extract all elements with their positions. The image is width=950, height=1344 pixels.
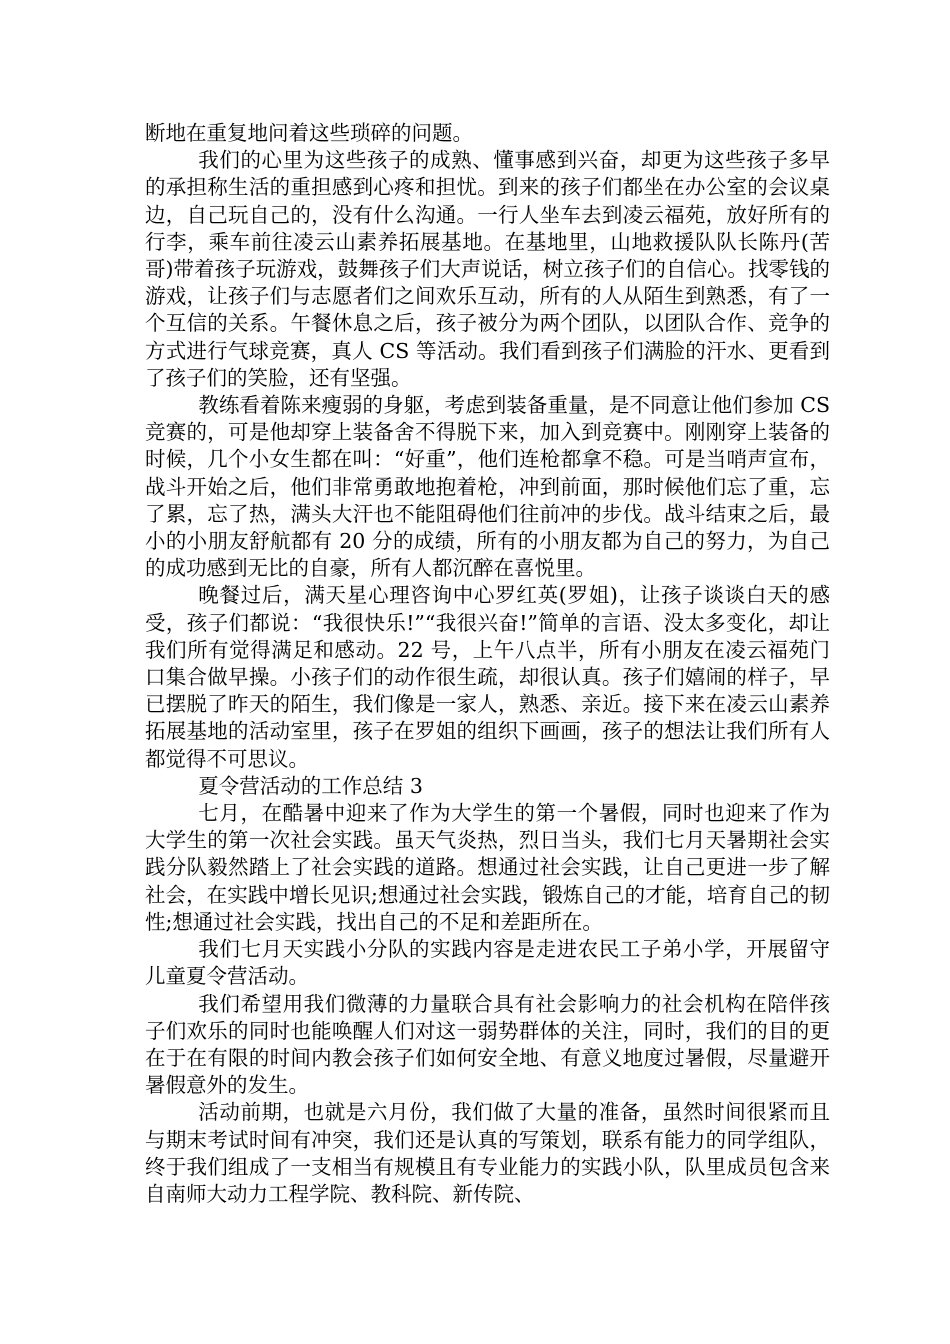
paragraph-evening-reflection: 晚餐过后，满天星心理咨询中心罗红英(罗姐)，让孩子谈谈白天的感受，孩子们都说：“我很快乐!”“我很兴奋!”简单的言语、没太多变化，却让我们所有觉得满足和感动。22 号，上午八点半，所有小朋友在凌云福苑门口集合做早操。小孩子们的动作很生疏，却很认真。孩子们嬉闹的样子，早已摆脱了昨天的陌生，我们像是一家人，熟悉、亲近。接下来在凌云山素养拓展基地的活动室里，孩子在罗姐的组织下画画，孩子的想法让我们所有人都觉得不可思议。 [145,583,830,771]
paragraph-continuation: 断地在重复地问着这些琐碎的问题。 [145,121,473,145]
section-heading: 夏令营活动的工作总结 3 [198,773,423,798]
paragraph-preparation: 活动前期，也就是六月份，我们做了大量的准备，虽然时间很紧而且与期末考试时间有冲突，我们还是认真的写策划，联系有能力的同学组队，终于我们组成了一支相当有规模且有专业能力的实践小队，队里成员包含来自南师大动力工程学院、教科院、新传院、 [145,1100,830,1206]
document-page [145,120,830,1208]
paragraph-goals: 我们希望用我们微薄的力量联合具有社会影响力的社会机构在陪伴孩子们欢乐的同时也能唤醒人们对这一弱势群体的关注，同时，我们的目的更在于在有限的时间内教会孩子们如何安全地、有意义地度过暑假，尽量避开暑假意外的发生。 [145,991,830,1098]
paragraph-cs-competition: 教练看着陈来瘦弱的身躯，考虑到装备重量，是不同意让他们参加 CS 竞赛的，可是他却穿上装备舍不得脱下来，加入到竞赛中。刚刚穿上装备的时候，几个小女生都在叫：“好重”，他们连枪都拿不稳。可是当哨声宣布，战斗开始之后，他们非常勇敢地抱着枪，冲到前面，那时候他们忘了重，忘了累，忘了热，满头大汗也不能阻碍他们往前冲的步伐。战斗结束之后，最小的小朋友舒航都有 20 分的成绩，所有的小朋友都为自己的努力，为自己的成功感到无比的自豪，所有人都沉醉在喜悦里。 [145,393,830,581]
paragraph-july-practice: 七月，在酷暑中迎来了作为大学生的第一个暑假，同时也迎来了作为大学生的第一次社会实践。虽天气炎热，烈日当头，我们七月天暑期社会实践分队毅然踏上了社会实践的道路。想通过社会实践，让自己更进一步了解社会，在实践中增长见识;想通过社会实践，锻炼自己的才能，培育自己的韧性;想通过社会实践，找出自己的不足和差距所在。 [145,801,830,934]
paragraph-camp-day-one: 我们的心里为这些孩子的成熟、懂事感到兴奋，却更为这些孩子多早的承担称生活的重担感到心疼和担忧。到来的孩子们都坐在办公室的会议桌边，自己玩自己的，没有什么沟通。一行人坐车去到凌云福苑，放好所有的行李，乘车前往凌云山素养拓展基地。在基地里，山地救援队队长陈丹(苦哥)带着孩子玩游戏，鼓舞孩子们大声说话，树立孩子们的自信心。找零钱的游戏，让孩子们与志愿者们之间欢乐互动，所有的人从陌生到熟悉，有了一个互信的关系。午餐休息之后，孩子被分为两个团队，以团队合作、竞争的方式进行气球竞赛，真人 CS 等活动。我们看到孩子们满脸的汗水、更看到了孩子们的笑脸，还有坚强。 [145,148,830,390]
paragraph-practice-content: 我们七月天实践小分队的实践内容是走进农民工子弟小学，开展留守儿童夏令营活动。 [145,937,830,989]
